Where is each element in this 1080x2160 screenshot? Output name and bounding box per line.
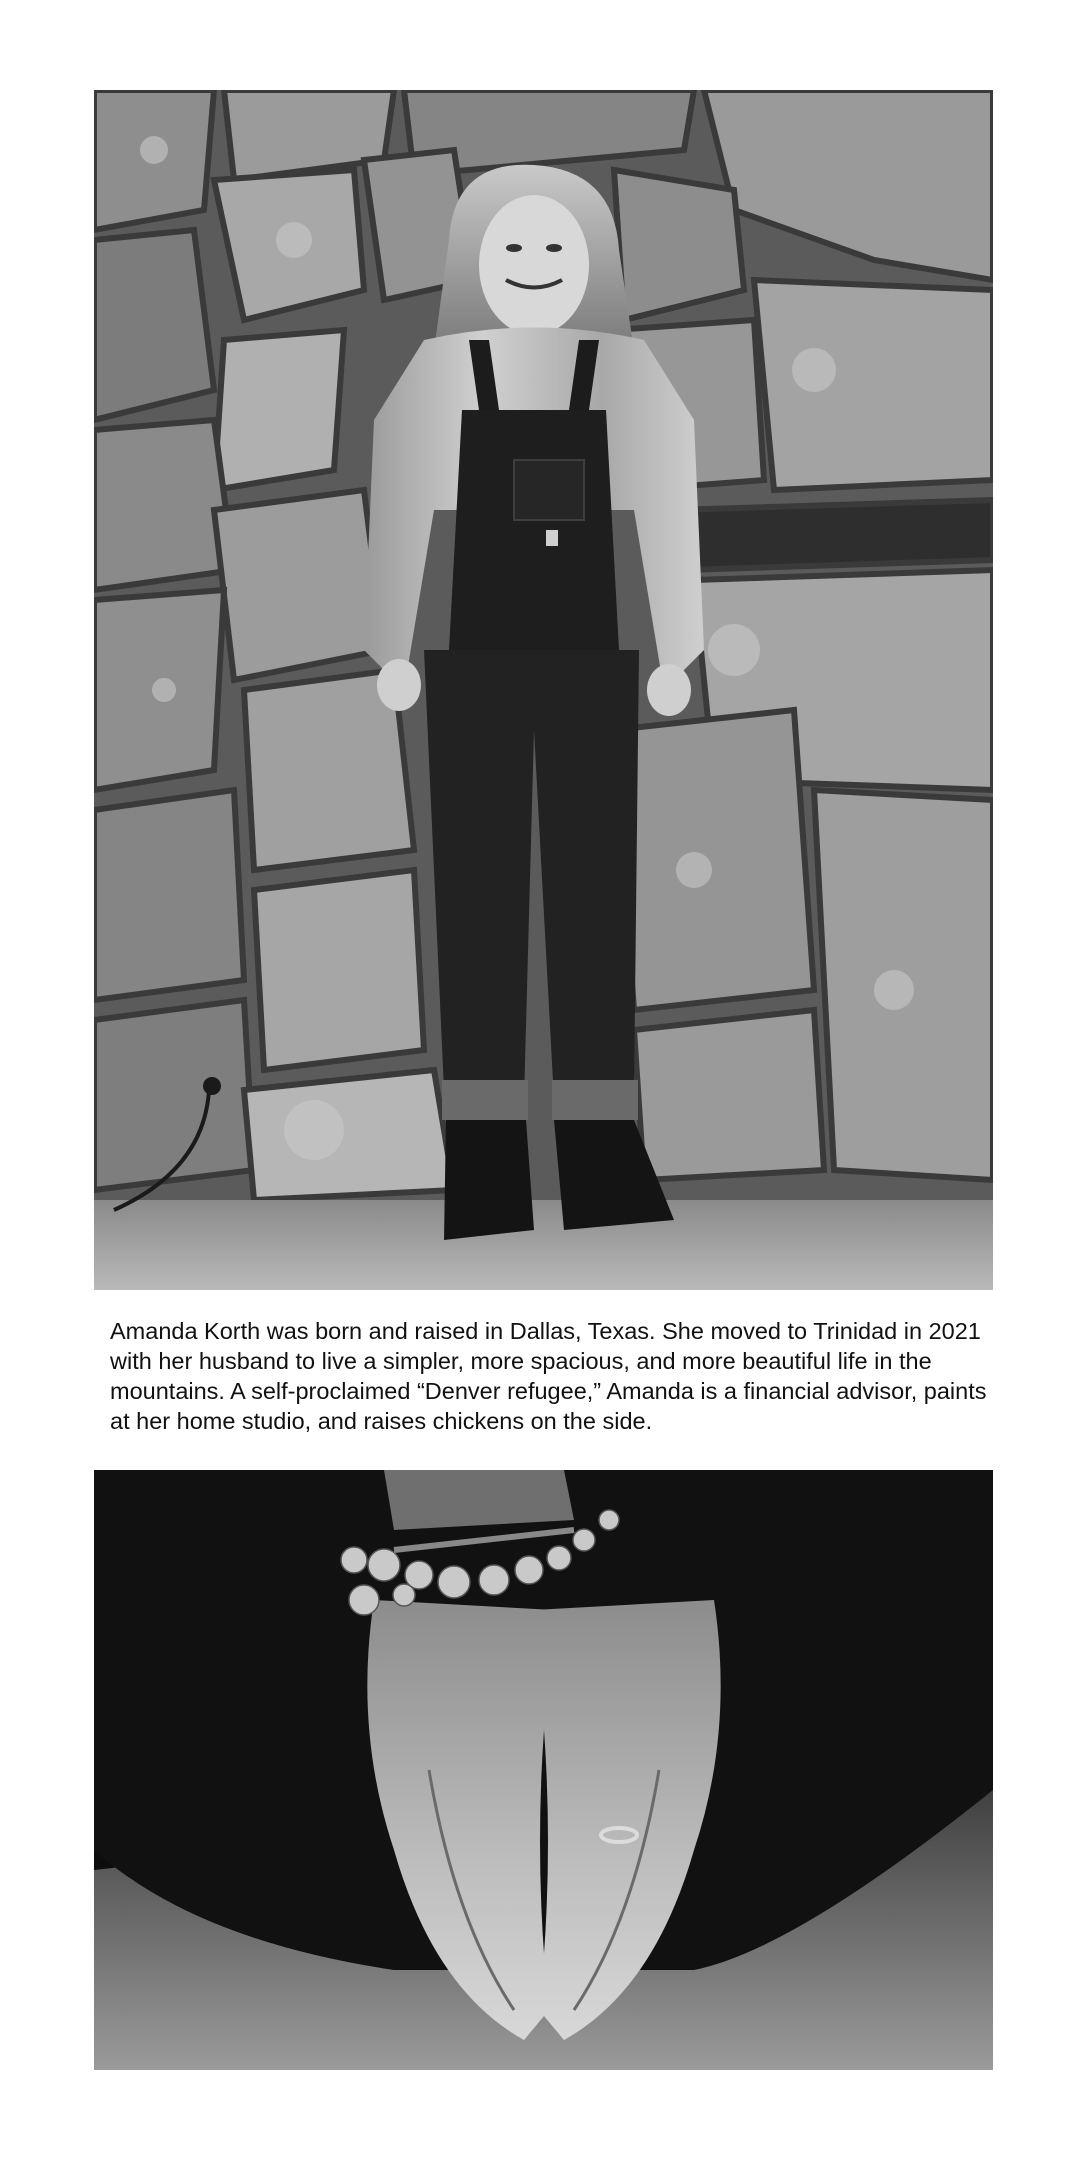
photo-caption: Amanda Korth was born and raised in Dallas, Texas. She moved to Trinidad in 2021 with her husband to live a simpler, more spacious, and more beautiful life in the mountains. A self-proclaimed “Denver refugee,” Amanda is a financial advisor, paints at her home studio, and raises chickens on the side. (110, 1318, 987, 1434)
portrait-illustration (94, 90, 993, 1290)
hands-illustration (94, 1470, 993, 2070)
hands-photo (94, 1470, 993, 2070)
portrait-photo (94, 90, 993, 1290)
